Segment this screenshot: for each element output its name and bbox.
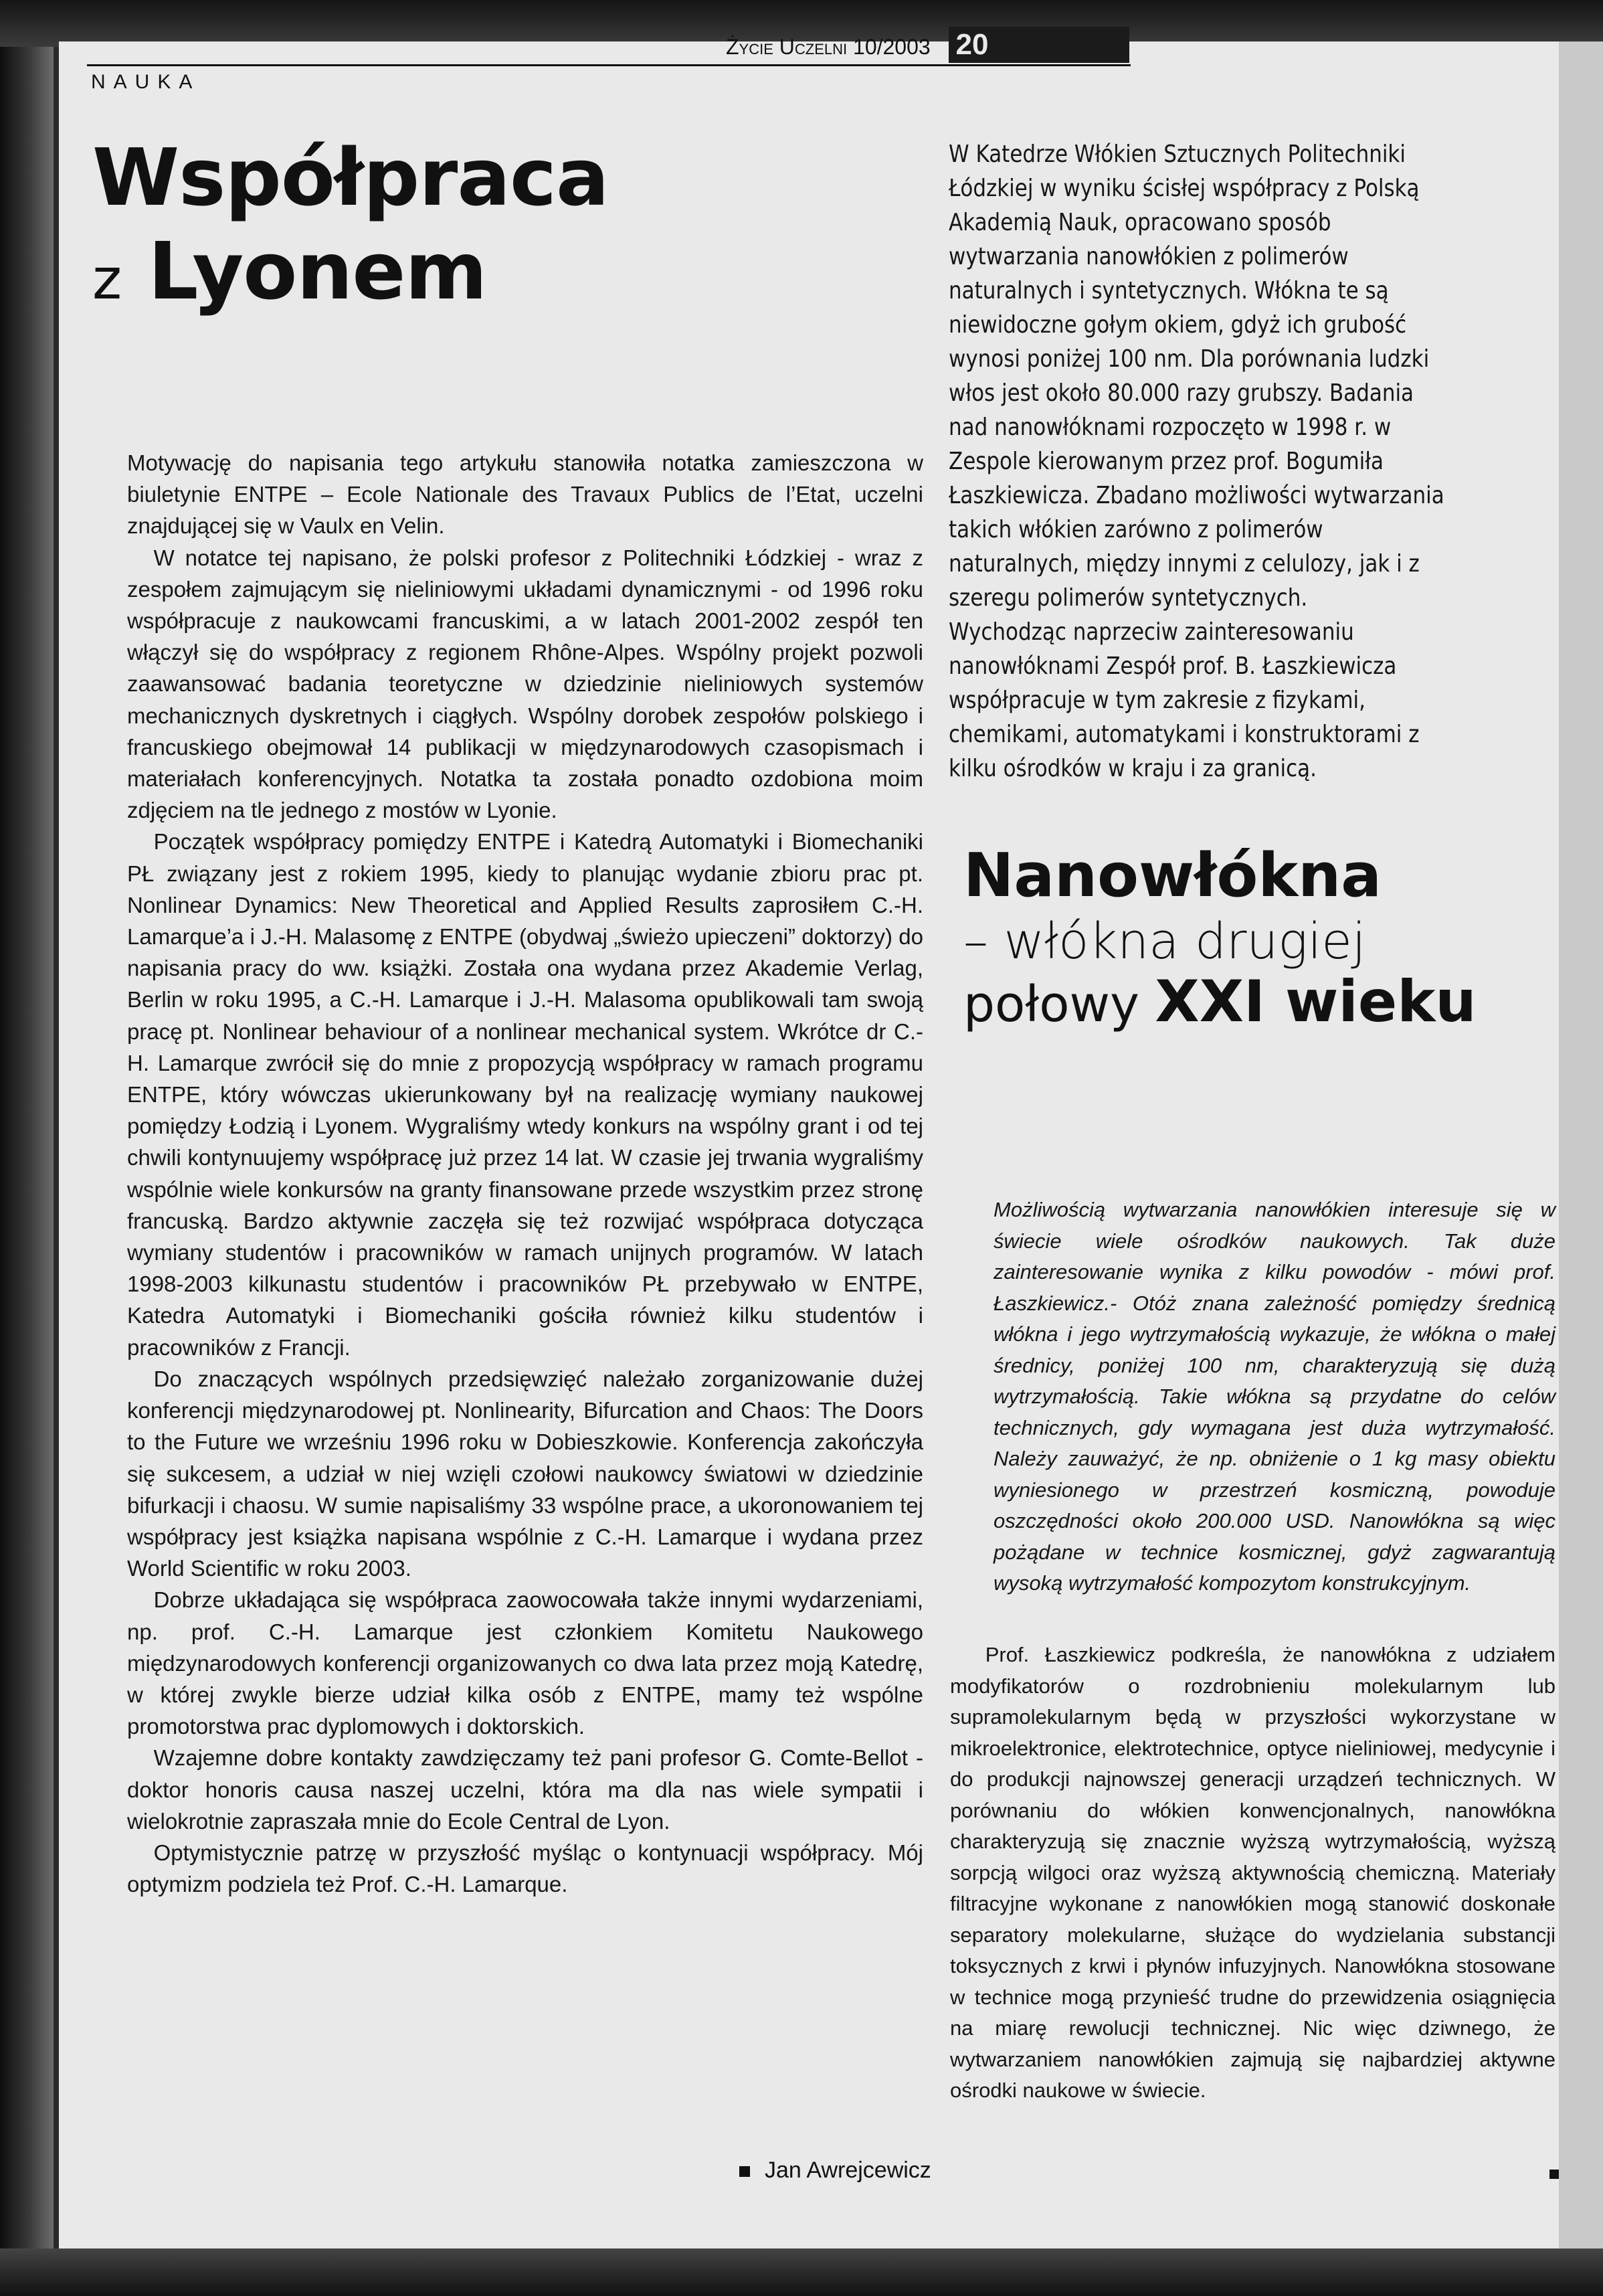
running-title: Życie Uczelni 10/2003 [726, 35, 931, 59]
article2-title-line-1: Nanowłókna [963, 841, 1382, 911]
adjacent-page-edge [1559, 41, 1603, 2250]
paragraph: Motywację do napisania tego artykułu stanowiła notatka zamieszczona w biuletynie ENTPE – Ecole Nationale des Travaux Publics de l’Etat, uczelni znajdującej się w Vaulx en Velin. [127, 450, 923, 539]
scan-border-left [0, 0, 54, 2296]
paragraph: W notatce tej napisano, że polski profesor z Politechniki Łódzkiej - wraz z zespołem zajmującym się nieliniowymi układami dynamicznymi - od 1996 roku współpracuje z naukowcami francuskimi, a w latach 2001-2002 zespół ten włączył się do współpracy z regionem Rhône-Alpes. Wspólny projekt pozwoli zaawansować badania teoretyczne w dziedzinie nieliniowych systemów mechanicznych dyskretnych i ciągłych. Wspólny dorobek zespołów polskiego i francuskiego obejmował 14 publikacji w międzynarodowych czasopismach i materiałach konferencyjnych. Notatka ta została ponadto ozdobiona moim zdjęciem na tle jednego z mostów w Lyonie. [127, 545, 923, 823]
article2-body [950, 1640, 1555, 2107]
paragraph: Dobrze układająca się współpraca zaowocowała także innymi wydarzeniami, np. prof. C.-H. Lamarque jest członkiem Komitetu Naukowego międzynarodowych konferencji organizowanych co dwa lata przez moją Katedrę, w której zwykle bierze udział kilka osób z ENTPE, mamy też wspólne promotorstwa prac dyplomowych i doktorskich. [127, 1587, 923, 1739]
paragraph: Początek współpracy pomiędzy ENTPE i Katedrą Automatyki i Biomechaniki PŁ związany jest z rokiem 1995, kiedy to planując wydanie zbioru prac pt. Nonlinear Dynamics: New Theoretical and Applied Results zaprosiłem C.-H. Lamarque’a i J.-H. Malasomę z ENTPE (obydwaj „świeżo upieczeni” doktorzy) do napisania pracy do ww. książki. Została ona wydana przez Akademie Verlag, Berlin w roku 1995, a C.-H. Lamarque i J.-H. Malasoma opublikowali tam swoją pracę pt. Nonlinear behaviour of a nonlinear mechanical system. Wkrótce dr C.-H. Lamarque zwrócił się do mnie z propozycją współpracy w ramach programu ENTPE, który wówczas ukierunkowany był na realizację wymiany naukowej pomiędzy Łodzią i Lyonem. Wygraliśmy wtedy konkurs na wspólny grant i od tej chwili kontynuujemy współpracę już przez 14 lat. W czasie jej trwania wygraliśmy wspólnie wiele konkursów na granty finansowane przede wszystkim przez stronę francuską. Bardzo aktywnie zaczęła się też rozwijać współpraca dotycząca wymiany studentów i pracowników w ramach unijnych programów. W latach 1998-2003 kilkunastu studentów i pracowników PŁ przebywało w ENTPE, Katedra Automatyki i Biomechaniki gościła również kilku studentów i pracowników z Francji. [127, 829, 923, 1360]
paragraph: Wzajemne dobre kontakty zawdzięczamy też pani profesor G. Comte-Bellot - doktor honoris causa naszej uczelni, która ma dla nas wiele sympatii i wielokrotnie zapraszała mnie do Ecole Central de Lyon. [127, 1745, 923, 1834]
author-signature: Jan Awrejcewicz [739, 2157, 931, 2184]
section-tag: NAUKA [91, 71, 201, 93]
title-line-2: z Lyonem [92, 225, 487, 317]
intro-paragraph: W Katedrze Włókien Sztucznych Politechniki Łódzkiej w wyniku ścisłej współpracy z Polską Akademią Nauk, opracowano sposób wytwarzania nanowłókien z polimerów naturalnych i syntetycznych. Włókna te są niewidoczne gołym okiem, gdyż ich grubość wynosi poniżej 100 nm. Dla porównania ludzki włos jest około 80.000 razy grubszy. Badania nad nanowłóknami rozpoczęto w 1998 r. w Zespole kierowanym przez prof. Bogumiła Łaszkiewicza. Zbadano możliwości wytwarzania takich włókien zarówno z polimerów naturalnych, między innymi z celulozy, jak i z szeregu polimerów syntetycznych. [949, 141, 1444, 612]
header-rule [87, 64, 1131, 66]
header-bar [996, 27, 1129, 63]
article2-title-line-3: połowy XXI wieku [963, 968, 1477, 1035]
paragraph: Optymistycznie patrzę w przyszłość myśląc o kontynuacji współpracy. Mój optymizm podziela też Prof. C.-H. Lamarque. [127, 1840, 923, 1897]
page-number: 20 [949, 27, 996, 63]
article2-lead: Możliwością wytwarzania nanowłókien interesuje się w świecie wiele ośrodków naukowych. Tak duże zainteresowanie wynika z kilku powodów - mówi prof. Łaszkiewicz.- Otóż znana zależność pomiędzy średnicą włókna i jego wytrzymałością wykazuje, że włókna o małej średnicy, poniżej 100 nm, charakteryzują się dużą wytrzymałością. Takie włókna są przydatne do celów technicznych, gdy wymagana jest duża wytrzymałość. Należy zauważyć, że np. obniżenie o 1 kg masy obiektu wyniesionego w przestrzeń kosmiczną, powoduje oszczędności około 200.000 USD. Nanowłókna są więc pożądane w technice kosmicznej, gdyż zagwarantują wysoką wytrzymałość kompozytom konstrukcyjnym. [994, 1198, 1555, 1595]
bleed-through-text [696, 137, 923, 405]
article2-title-line-2: – włókna drugiej [963, 913, 1366, 970]
title-line-1: Współpraca [92, 131, 609, 224]
intro-column [949, 137, 1455, 786]
bullet-square-icon [739, 2166, 750, 2177]
paragraph: Prof. Łaszkiewicz podkreśla, że nanowłókna z udziałem modyfikatorów o rozdrobnieniu molekularnym lub supramolekularnym będą w przyszłości wykorzystane w mikroelektronice, elektrotechnice, optyce nieliniowej, medycynie i do produkcji najnowszej generacji urządzeń technicznych. W porównaniu do włókien konwencjonalnych, nanowłókna charakteryzują się znacznie wyższą wytrzymałością, wyższą sorpcją wilgoci oraz wyższą aktywnością chemiczną. Materiały filtracyjne wykonane z nanowłókien mogą stanowić doskonałe separatory molekularne, służące do wydzielania substancji toksycznych z krwi i płynów infuzyjnych. Nanowłókna stosowane w technice mogą przynieść trudne do przewidzenia osiągnięcia na miarę rewolucji technicznej. Nic więc dziwnego, że wytwarzaniem nanowłókien zajmują się najbardziej aktywne ośrodki naukowe w świecie. [950, 1643, 1555, 2102]
intro-paragraph: Wychodząc naprzeciw zainteresowaniu nanowłóknami Zespół prof. B. Łaszkiewicza współpracuje w tym zakresie z fizykami, chemikami, automatykami i konstruktorami z kilku ośrodków w kraju i za granicą. [949, 618, 1420, 782]
article-body [127, 447, 923, 1900]
scan-border-bottom [0, 2248, 1603, 2296]
article-title [92, 130, 609, 326]
paragraph: Do znaczących wspólnych przedsięwzięć należało zorganizowanie dużej konferencji międzynarodowej pt. Nonlinearity, Bifurcation and Chaos: The Doors to the Future we wrześniu 1996 roku w Dobieszkowie. Konferencja zakończyła się sukcesem, a udział w niej wzięli czołowi naukowcy światowi w dziedzinie bifurkacji i chaosu. W sumie napisaliśmy 33 wspólne prace, a ukoronowaniem tej współpracy jest książka napisana wspólnie z C.-H. Lamarque i wydana przez World Scientific w roku 2003. [127, 1366, 923, 1581]
end-mark-icon [1549, 2170, 1559, 2179]
article2-title [963, 840, 1539, 1035]
